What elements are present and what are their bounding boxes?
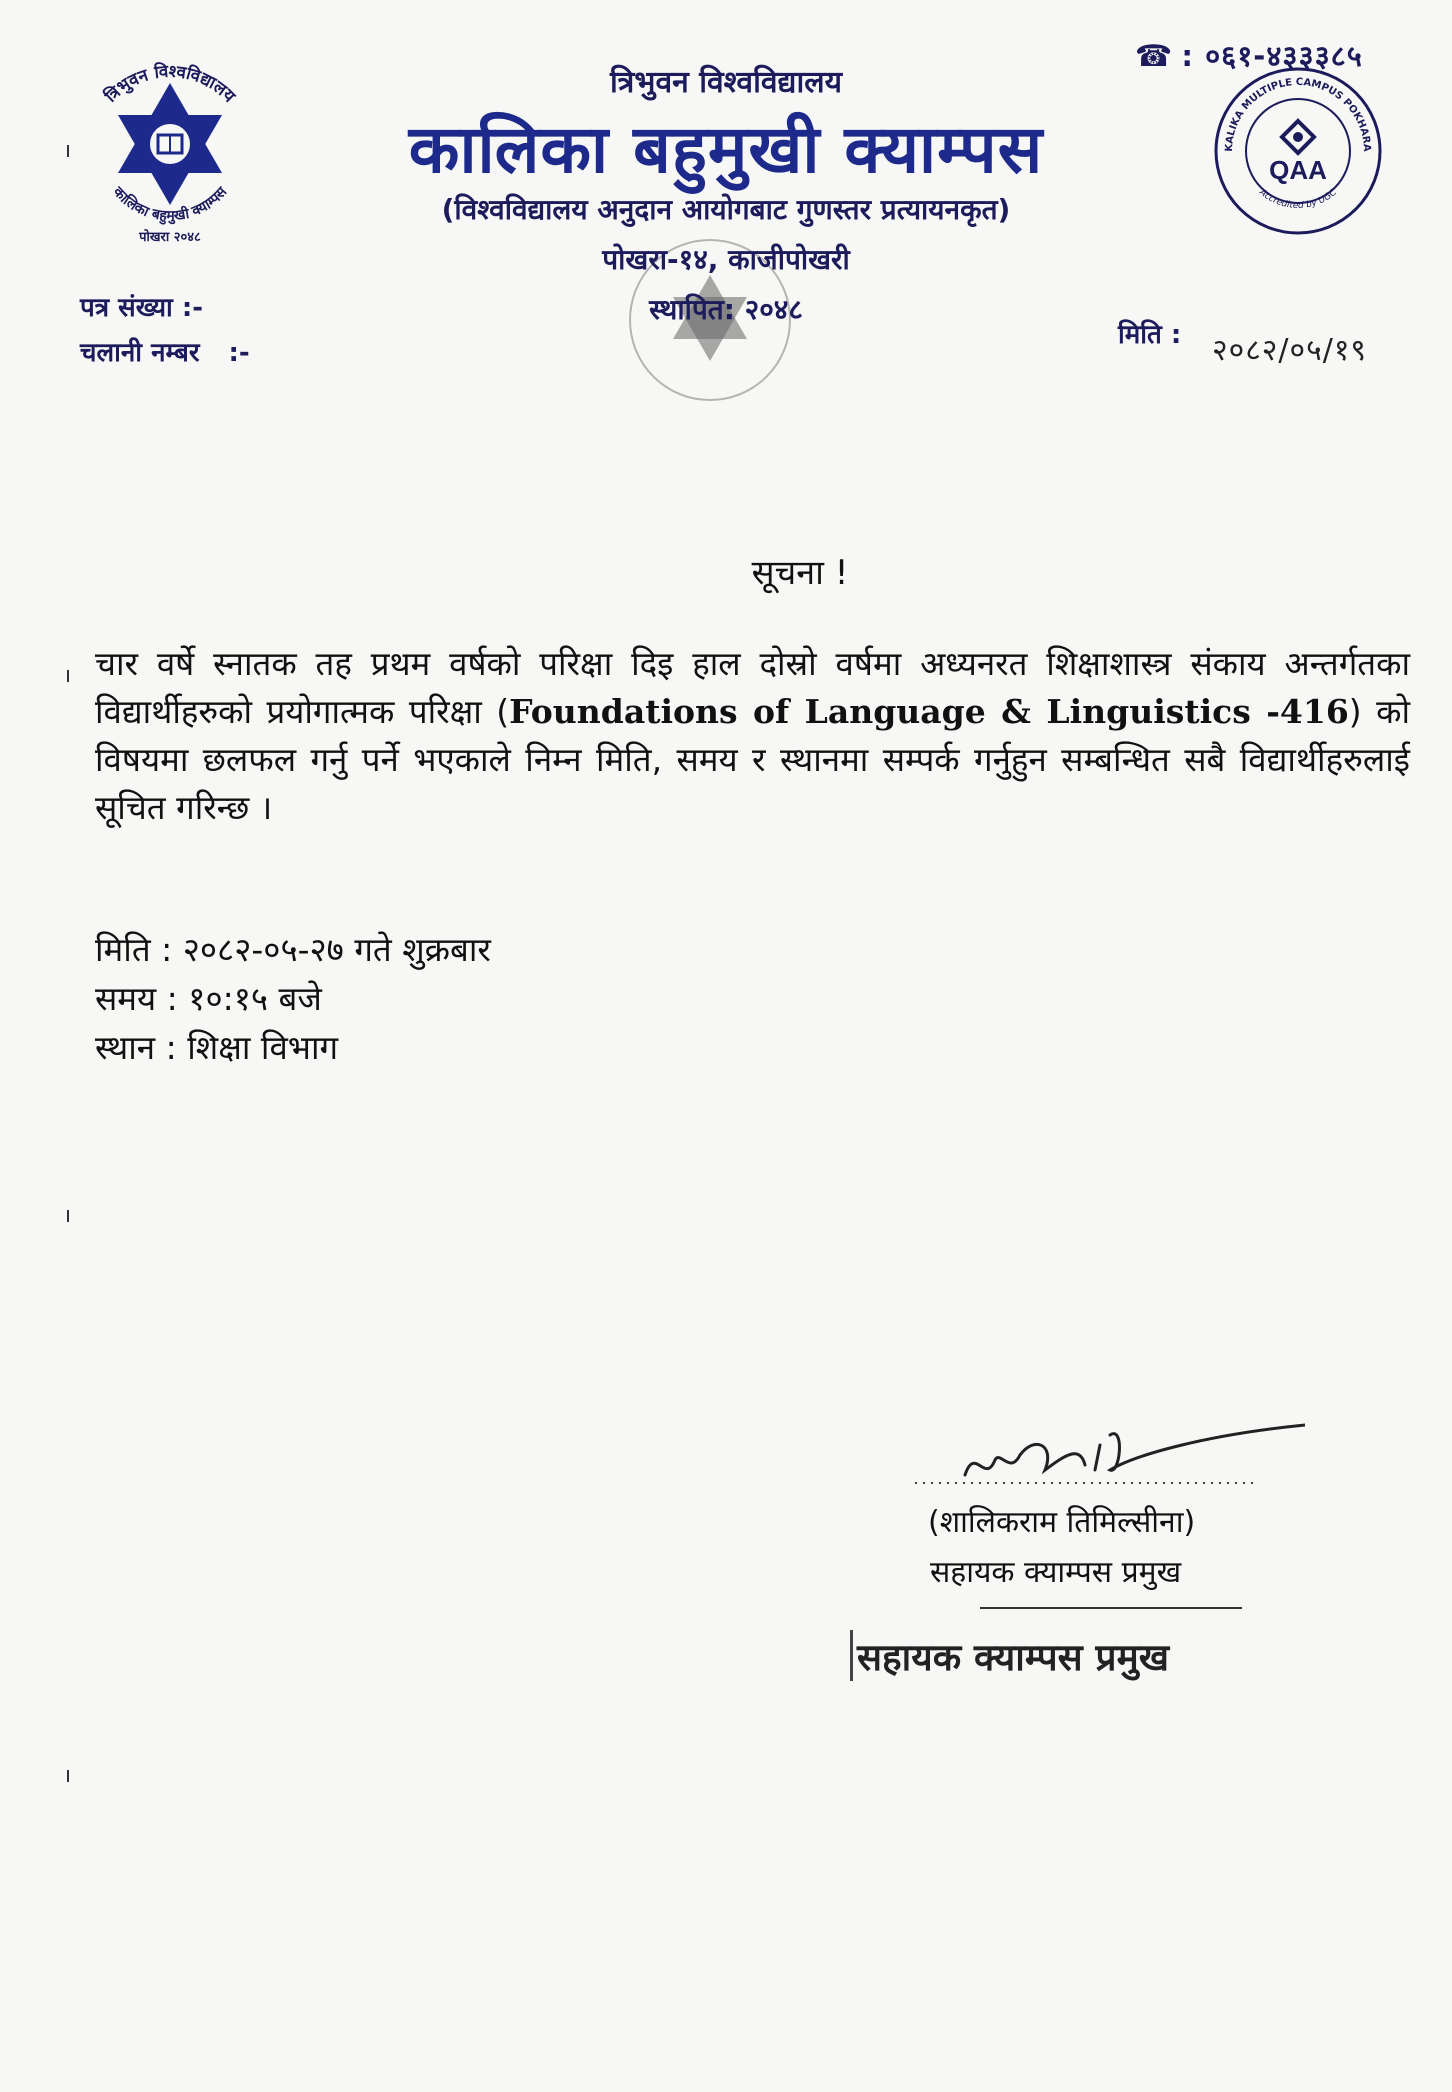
letter-number-label: पत्र संख्या :- xyxy=(80,293,204,323)
date-label: मिति : xyxy=(1118,320,1182,350)
margin-mark xyxy=(67,1770,69,1782)
margin-mark xyxy=(67,1210,69,1222)
margin-mark xyxy=(67,145,69,157)
signatory-title: सहायक क्याम्पस प्रमुख xyxy=(930,1555,1182,1590)
signatory-name: (शालिकराम तिमिल्सीना) xyxy=(928,1505,1196,1540)
established-year: स्थापित: २०४८ xyxy=(649,293,803,326)
university-name: त्रिभुवन विश्वविद्यालय xyxy=(610,65,842,100)
dispatch-number-label xyxy=(80,333,250,369)
logo-bottom-text: कालिका बहुमुखी क्याम्पस xyxy=(109,184,231,225)
detail-date: मिति : २०८२-०५-२७ गते शुक्रबार xyxy=(95,930,491,969)
notice-details xyxy=(95,925,491,1072)
qaa-accredited-text: Accredited by UGC xyxy=(1257,187,1339,211)
date-value: २०८२/०५/१९ xyxy=(1212,333,1368,368)
detail-venue: स्थान : शिक्षा विभाग xyxy=(95,1028,339,1067)
logo-city-text: पोखरा २०४८ xyxy=(139,230,201,245)
course-name: Foundations of Language & Linguistics -416 xyxy=(509,692,1349,731)
phone-value: : ०६१-४३३३८५ xyxy=(1181,39,1363,73)
signature-rule xyxy=(980,1607,1242,1609)
detail-time: समय : १०:१५ बजे xyxy=(95,979,322,1018)
paragraph-text-1: चार वर्षे स्नातक तह प्रथम वर्षको परिक्षा दिइ हाल दोस्रो वर्षमा अध्यनरत शिक्षाशास्त्र संकाय अन्तर्गतका विद्यार्थीहरुको प्रयोगात्मक परिक्षा ( xyxy=(95,644,1410,731)
notice-paragraph xyxy=(95,640,1410,832)
dispatch-number-text: चलानी नम्बर xyxy=(80,338,200,368)
qaa-ring-text: KALIKA MULTIPLE CAMPUS POKHARA xyxy=(1223,76,1373,152)
logo-top-text: त्रिभुवन विश्वविद्यालय xyxy=(101,61,239,107)
dispatch-number-separator: :- xyxy=(228,338,250,368)
college-address: पोखरा-१४, काजीपोखरी xyxy=(602,243,850,276)
notice-title: सूचना ! xyxy=(751,553,849,593)
telephone-icon: ☎ xyxy=(1135,39,1174,74)
margin-mark xyxy=(67,670,69,682)
paragraph-text-2: ) को विषयमा छलफल गर्नु पर्ने भएकाले निम्न मिति, समय र स्थानमा सम्पर्क गर्नुहुन सम्बन्धित सबै विद्यार्थीहरुलाई सूचित गरिन्छ । xyxy=(95,692,1410,827)
accreditation-line: (विश्वविद्यालय अनुदान आयोगबाट गुणस्तर प्रत्यायनकृत) xyxy=(441,193,1011,226)
designation-stamp: सहायक क्याम्पस प्रमुख xyxy=(850,1630,1169,1681)
qaa-badge-text: QAA xyxy=(1269,155,1327,185)
college-name: कालिका बहुमुखी क्याम्पस xyxy=(408,111,1044,188)
